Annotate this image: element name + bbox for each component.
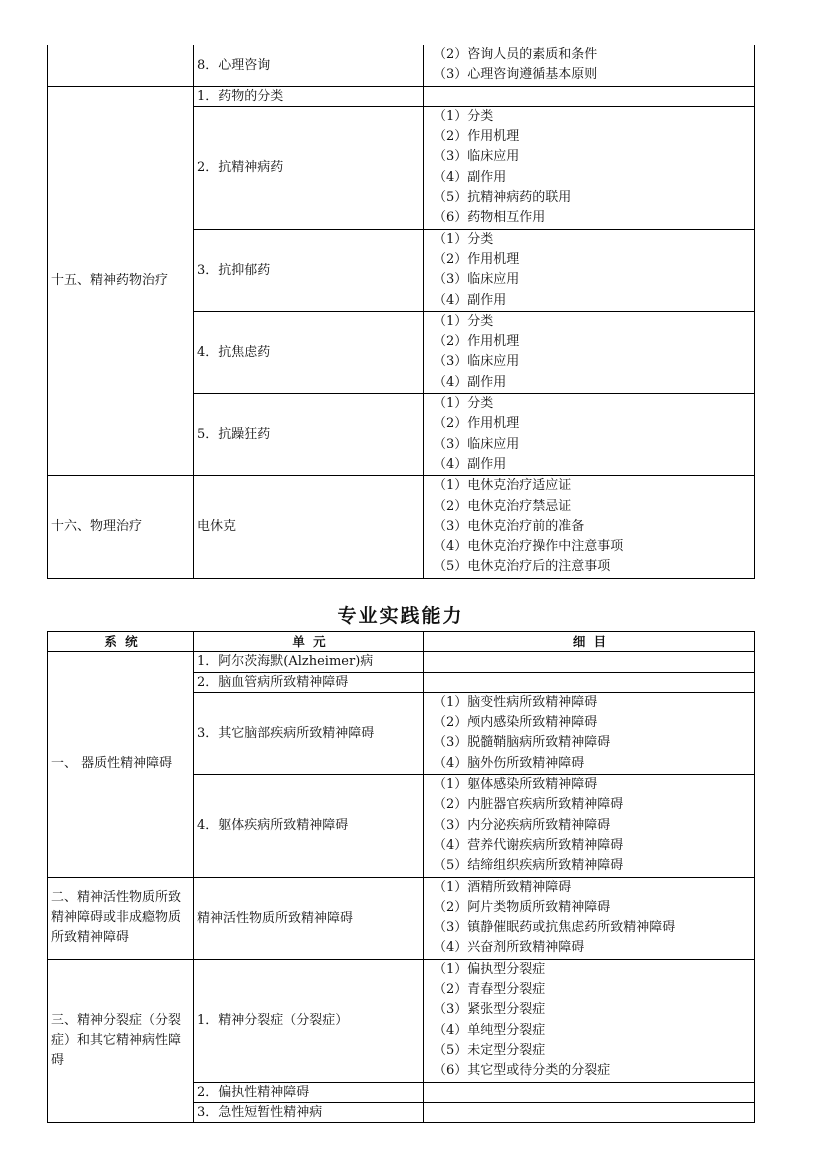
- detail-item: （4）副作用: [433, 374, 507, 390]
- detail-item: （3）心理咨询遵循基本原则: [433, 67, 598, 83]
- detail-item: （2）阿片类物质所致精神障碍: [433, 899, 611, 915]
- detail-item: （4）单纯型分裂症: [433, 1022, 546, 1038]
- detail-item: （4）脑外伤所致精神障碍: [433, 755, 585, 771]
- detail-item: （1）躯体感染所致精神障碍: [433, 777, 598, 793]
- detail-cell: [424, 877, 755, 959]
- detail-cell: [424, 311, 755, 393]
- system-cell: 十五、精神药物治疗: [48, 86, 194, 476]
- detail-item: （1）分类: [433, 108, 494, 124]
- detail-item: （2）咨询人员的素质和条件: [433, 47, 598, 62]
- table-header-row: [48, 632, 755, 652]
- unit-cell: 电休克: [194, 476, 424, 578]
- detail-item: （5）电休克治疗后的注意事项: [433, 559, 611, 575]
- detail-item: （4）副作用: [433, 169, 507, 185]
- detail-item: （1）分类: [433, 396, 494, 412]
- detail-item: （3）电休克治疗前的准备: [433, 518, 585, 534]
- detail-item: （6）其它型或待分类的分裂症: [433, 1063, 611, 1079]
- table-row: [48, 877, 755, 959]
- detail-item: （2）作用机理: [433, 416, 520, 432]
- detail-item: （2）作用机理: [433, 129, 520, 145]
- detail-item: （2）青春型分裂症: [433, 982, 546, 998]
- unit-cell: 5．抗躁狂药: [194, 394, 424, 476]
- detail-cell: [424, 86, 755, 106]
- detail-cell: [424, 775, 755, 877]
- system-cell: 三、精神分裂症（分裂症）和其它精神病性障碍: [48, 959, 194, 1122]
- detail-item: （5）结缔组织疾病所致精神障碍: [433, 858, 624, 874]
- detail-cell: [424, 229, 755, 311]
- detail-item: （6）药物相互作用: [433, 210, 546, 226]
- detail-item: （3）临床应用: [433, 272, 520, 288]
- table-row: [48, 86, 755, 106]
- detail-item: （3）镇静催眠药或抗焦虑药所致精神障碍: [433, 920, 676, 936]
- unit-cell: 1．药物的分类: [194, 86, 424, 106]
- detail-item: （3）临床应用: [433, 149, 520, 165]
- detail-item: （1）分类: [433, 231, 494, 247]
- detail-cell: [424, 672, 755, 692]
- detail-cell: [424, 106, 755, 229]
- unit-cell: 4．抗焦虑药: [194, 311, 424, 393]
- unit-cell: 2．脑血管病所致精神障碍: [194, 672, 424, 692]
- detail-item: （3）脱髓鞘脑病所致精神障碍: [433, 735, 611, 751]
- section-title: 专业实践能力: [337, 605, 464, 627]
- header-detail: 细 目: [424, 632, 755, 652]
- header-system: 系 统: [48, 632, 194, 652]
- detail-item: （4）副作用: [433, 456, 507, 472]
- detail-item: （3）临床应用: [433, 436, 520, 452]
- detail-item: （4）副作用: [433, 292, 507, 308]
- practice-ability-table: [47, 631, 755, 1123]
- table-row: [48, 652, 755, 672]
- detail-item: （1）脑变性病所致精神障碍: [433, 694, 598, 710]
- unit-cell: 4．躯体疾病所致精神障碍: [194, 775, 424, 877]
- system-cell: 一、 器质性精神障碍: [48, 652, 194, 877]
- unit-cell: 3．抗抑郁药: [194, 229, 424, 311]
- table-row: [48, 959, 755, 1082]
- header-unit: 单 元: [194, 632, 424, 652]
- table-row: [48, 45, 755, 86]
- detail-item: （3）紧张型分裂症: [433, 1002, 546, 1018]
- detail-item: （2）内脏器官疾病所致精神障碍: [433, 797, 624, 813]
- detail-cell: [424, 1102, 755, 1122]
- table-row: [48, 476, 755, 578]
- system-cell: 二、精神活性物质所致精神障碍或非成瘾物质所致精神障碍: [48, 877, 194, 959]
- detail-item: （4）兴奋剂所致精神障碍: [433, 940, 585, 956]
- unit-cell: 精神活性物质所致精神障碍: [194, 877, 424, 959]
- detail-cell: [424, 692, 755, 774]
- detail-cell: [424, 45, 755, 86]
- detail-cell: [424, 959, 755, 1082]
- detail-cell: [424, 652, 755, 672]
- detail-item: （1）偏执型分裂症: [433, 961, 546, 977]
- detail-item: （2）作用机理: [433, 251, 520, 267]
- system-cell: [48, 45, 194, 86]
- detail-item: （4）电休克治疗操作中注意事项: [433, 539, 624, 555]
- unit-cell: 1．精神分裂症（分裂症）: [194, 959, 424, 1082]
- detail-item: （5）抗精神病药的联用: [433, 190, 572, 206]
- detail-item: （5）未定型分裂症: [433, 1042, 546, 1058]
- detail-item: （2）颅内感染所致精神障碍: [433, 715, 598, 731]
- unit-cell: 2．抗精神病药: [194, 106, 424, 229]
- unit-cell: 8．心理咨询: [194, 45, 424, 86]
- detail-item: （3）临床应用: [433, 354, 520, 370]
- system-cell: 十六、物理治疗: [48, 476, 194, 578]
- detail-cell: [424, 394, 755, 476]
- detail-item: （1）电休克治疗适应证: [433, 478, 572, 494]
- detail-item: （3）内分泌疾病所致精神障碍: [433, 817, 611, 833]
- curriculum-table-continued: [47, 45, 755, 579]
- unit-cell: 3．其它脑部疾病所致精神障碍: [194, 692, 424, 774]
- detail-cell: [424, 1082, 755, 1102]
- unit-cell: 2．偏执性精神障碍: [194, 1082, 424, 1102]
- detail-item: （1）分类: [433, 313, 494, 329]
- detail-item: （4）营养代谢疾病所致精神障碍: [433, 837, 624, 853]
- detail-cell: [424, 476, 755, 578]
- detail-item: （1）酒精所致精神障碍: [433, 879, 572, 895]
- unit-cell: 3．急性短暂性精神病: [194, 1102, 424, 1122]
- unit-cell: 1．阿尔茨海默(Alzheimer)病: [194, 652, 424, 672]
- detail-item: （2）电休克治疗禁忌证: [433, 498, 572, 514]
- detail-item: （2）作用机理: [433, 334, 520, 350]
